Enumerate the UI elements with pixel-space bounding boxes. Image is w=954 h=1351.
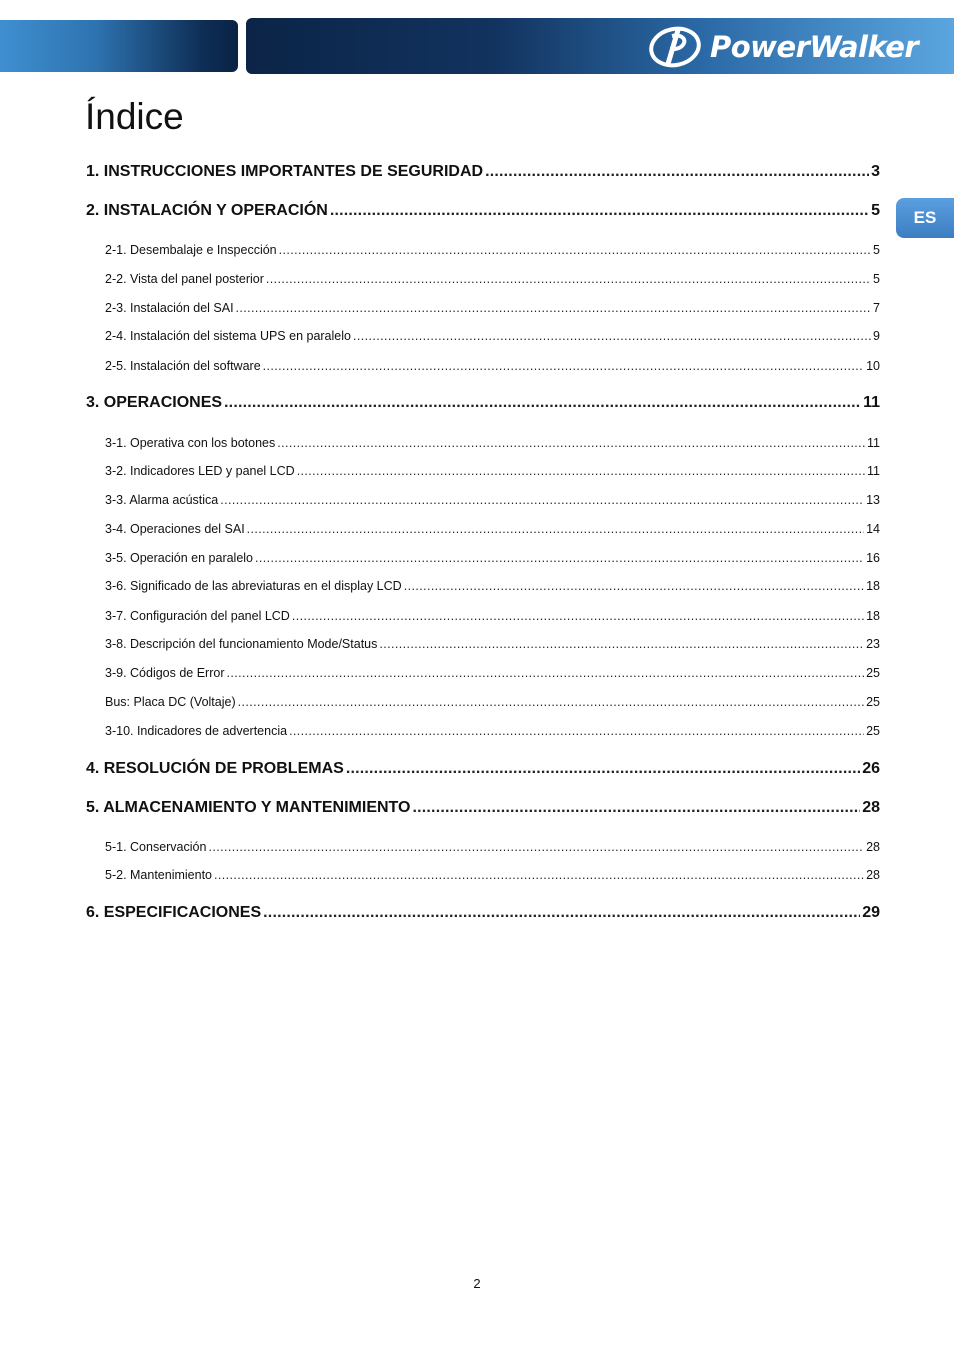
- toc-entry-label: 3. OPERACIONES: [86, 394, 223, 411]
- toc-entry-page: 11: [867, 436, 880, 450]
- toc-dot-leader: [255, 547, 864, 569]
- toc-section-entry[interactable]: [105, 355, 880, 377]
- toc-dot-leader: [346, 758, 860, 780]
- toc-entry-page: 28: [862, 799, 880, 816]
- toc-entry-page: 3: [871, 163, 880, 180]
- toc-chapter-entry[interactable]: [86, 392, 880, 414]
- toc-dot-leader: [292, 605, 864, 627]
- toc-section-entry[interactable]: [105, 432, 880, 454]
- toc-entry-page: 18: [866, 609, 880, 623]
- toc-entry-label: 2-5. Instalación del software: [105, 359, 261, 373]
- toc-dot-leader: [379, 633, 864, 655]
- toc-section-entry[interactable]: [105, 489, 880, 511]
- toc-entry-label: Bus: Placa DC (Voltaje): [105, 695, 236, 709]
- toc-entry-label: 6. ESPECIFICACIONES: [86, 904, 262, 921]
- toc-entry-label: 3-2. Indicadores LED y panel LCD: [105, 464, 295, 478]
- toc-section-entry[interactable]: [105, 325, 880, 347]
- toc-entry-page: 26: [862, 760, 880, 777]
- toc-entry-page: 11: [867, 464, 880, 478]
- toc-entry-page: 7: [873, 301, 880, 315]
- toc-entry-page: 25: [866, 695, 880, 709]
- toc-dot-leader: [330, 200, 869, 222]
- toc-entry-label: 2-3. Instalación del SAI: [105, 301, 234, 315]
- toc-chapter-entry[interactable]: [86, 200, 880, 222]
- toc-entry-label: 3-5. Operación en paralelo: [105, 551, 254, 565]
- toc-section-entry[interactable]: [105, 720, 880, 742]
- toc-dot-leader: [279, 239, 871, 261]
- toc-section-entry[interactable]: [105, 268, 880, 290]
- toc-dot-leader: [412, 797, 860, 819]
- toc-chapter-entry[interactable]: [86, 797, 880, 819]
- toc-section-entry[interactable]: [105, 518, 880, 540]
- toc-chapter-entry[interactable]: [86, 902, 880, 924]
- toc-dot-leader: [263, 355, 864, 377]
- toc-section-entry[interactable]: [105, 547, 880, 569]
- toc-entry-label: 5-1. Conservación: [105, 840, 207, 854]
- toc-dot-leader: [220, 489, 864, 511]
- toc-entry-label: 5. ALMACENAMIENTO Y MANTENIMIENTO: [86, 799, 411, 816]
- toc-entry-label: 3-6. Significado de las abreviaturas en el display LCD: [105, 579, 402, 593]
- toc-entry-page: 25: [866, 724, 880, 738]
- toc-entry-label: 1. INSTRUCCIONES IMPORTANTES DE SEGURIDAD: [86, 163, 484, 180]
- toc-entry-page: 11: [863, 394, 880, 411]
- toc-entry-label: 3-9. Códigos de Error: [105, 666, 225, 680]
- language-tab: ES: [896, 198, 954, 238]
- powerwalker-logo-icon: [648, 26, 704, 68]
- brand-name: PowerWalker: [710, 30, 919, 64]
- toc-dot-leader: [214, 864, 864, 886]
- toc-dot-leader: [238, 691, 864, 713]
- toc-entry-page: 13: [866, 493, 880, 507]
- toc-chapter-entry[interactable]: [86, 758, 880, 780]
- toc-section-entry[interactable]: [105, 864, 880, 886]
- toc-entry-label: 3-4. Operaciones del SAI: [105, 522, 245, 536]
- brand-logo: [648, 26, 918, 68]
- toc-entry-page: 29: [862, 904, 880, 921]
- toc-entry-label: 3-1. Operativa con los botones: [105, 436, 276, 450]
- page-number: 2: [473, 1276, 481, 1291]
- page-title: Índice: [85, 96, 184, 137]
- toc-dot-leader: [208, 836, 864, 858]
- toc-entry-page: 25: [866, 666, 880, 680]
- toc-section-entry[interactable]: [105, 691, 880, 713]
- toc-entry-page: 5: [871, 202, 880, 219]
- toc-section-entry[interactable]: [105, 460, 880, 482]
- toc-entry-label: 2. INSTALACIÓN Y OPERACIÓN: [86, 202, 328, 219]
- toc-entry-page: 28: [866, 868, 880, 882]
- toc-section-entry[interactable]: [105, 605, 880, 627]
- toc-entry-page: 16: [866, 551, 880, 565]
- toc-section-entry[interactable]: [105, 662, 880, 684]
- toc-entry-page: 28: [866, 840, 880, 854]
- toc-dot-leader: [227, 662, 865, 684]
- toc-dot-leader: [224, 392, 861, 414]
- page-header: [0, 18, 954, 74]
- toc-dot-leader: [404, 575, 864, 597]
- toc-entry-page: 18: [866, 579, 880, 593]
- toc-entry-page: 23: [866, 637, 880, 651]
- toc-section-entry[interactable]: [105, 239, 880, 261]
- toc-dot-leader: [247, 518, 864, 540]
- toc-entry-label: 3-3. Alarma acústica: [105, 493, 219, 507]
- toc-entry-page: 10: [866, 359, 880, 373]
- toc-dot-leader: [297, 460, 865, 482]
- toc-dot-leader: [236, 297, 872, 319]
- toc-entry-label: 2-4. Instalación del sistema UPS en paralelo: [105, 329, 351, 343]
- toc-entry-label: 3-8. Descripción del funcionamiento Mode/Status: [105, 637, 378, 651]
- header-bar-left: [0, 20, 238, 72]
- toc-entry-page: 9: [873, 329, 880, 343]
- toc-entry-label: 3-10. Indicadores de advertencia: [105, 724, 288, 738]
- toc-dot-leader: [266, 268, 871, 290]
- toc-entry-label: 5-2. Mantenimiento: [105, 868, 213, 882]
- toc-dot-leader: [353, 325, 871, 347]
- toc-section-entry[interactable]: [105, 575, 880, 597]
- toc-entry-page: 5: [873, 272, 880, 286]
- toc-dot-leader: [277, 432, 865, 454]
- toc-dot-leader: [263, 902, 860, 924]
- toc-entry-label: 4. RESOLUCIÓN DE PROBLEMAS: [86, 760, 344, 777]
- toc-entry-label: 2-1. Desembalaje e Inspección: [105, 243, 277, 257]
- toc-entry-label: 2-2. Vista del panel posterior: [105, 272, 264, 286]
- toc-entry-label: 3-7. Configuración del panel LCD: [105, 609, 290, 623]
- toc-entry-page: 5: [873, 243, 880, 257]
- toc-section-entry[interactable]: [105, 836, 880, 858]
- toc-dot-leader: [485, 161, 869, 183]
- toc-chapter-entry[interactable]: [86, 161, 880, 183]
- toc-dot-leader: [289, 720, 864, 742]
- toc-entry-page: 14: [866, 522, 880, 536]
- toc-section-entry[interactable]: [105, 633, 880, 655]
- toc-section-entry[interactable]: [105, 297, 880, 319]
